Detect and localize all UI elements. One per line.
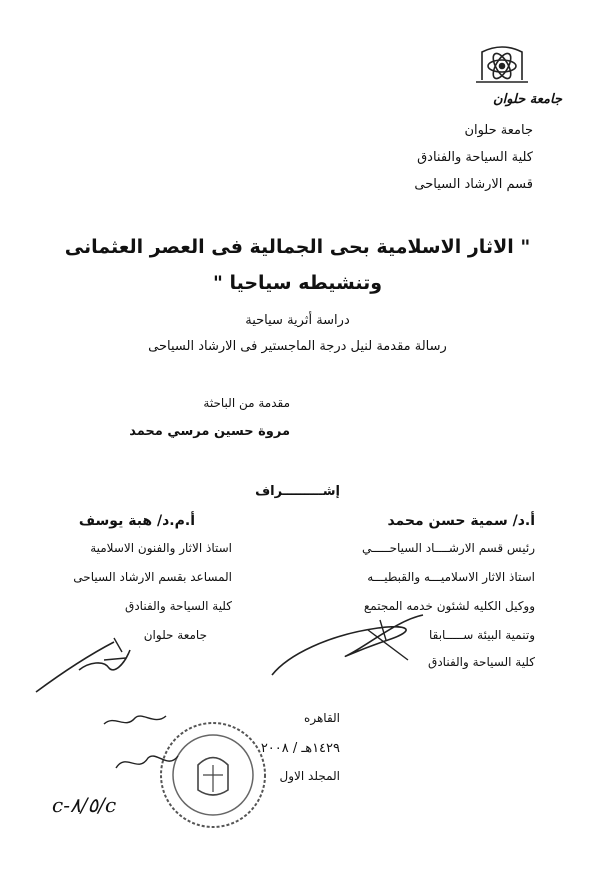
- researcher-name: مروة حسين مرسي محمد: [129, 424, 290, 439]
- handwritten-note-mid: [112, 748, 182, 778]
- presented-by-label: مقدمة من الباحثة: [203, 396, 290, 410]
- faculty-name: كلية السياحة والفنادق: [417, 150, 533, 165]
- supervisor-left-line: كلية السياحة والفنادق: [125, 599, 232, 613]
- supervisor-left-name: أ.م.د/ هبة يوسف: [78, 513, 195, 529]
- thesis-purpose: رسالة مقدمة لنيل درجة الماجستير فى الارشاد السياحى: [148, 339, 447, 354]
- supervisor-left-line: جامعة حلوان: [143, 628, 207, 642]
- supervisor-right-line: استاذ الاثار الاسلاميـــه والقبطيـــه: [367, 570, 535, 584]
- handwritten-date: c-٨/٥/c: [52, 793, 117, 817]
- supervision-heading: إشـــــــــراف: [255, 484, 340, 499]
- supervisor-right-line: رئيس قسم الارشــــاد السياحـــــي: [362, 541, 535, 555]
- university-name: جامعة حلوان: [464, 123, 533, 138]
- supervisor-left-line: المساعد بقسم الارشاد السياحى: [73, 570, 232, 584]
- supervisor-right-name: أ.د/ سمية حسن محمد: [387, 513, 535, 529]
- signature-right: [268, 600, 428, 680]
- study-type: دراسة أثرية سياحية: [245, 313, 350, 328]
- supervisor-right-line: ووكيل الكليه لشئون خدمه المجتمع: [363, 599, 535, 613]
- signature-left: [34, 630, 134, 700]
- logo-caption: جامعة حلوان: [493, 92, 562, 107]
- thesis-title-line2: وتنشيطه سياحيا ": [212, 272, 383, 294]
- supervisor-left-line: استاذ الاثار والفنون الاسلامية: [90, 541, 232, 555]
- department-name: قسم الارشاد السياحى: [414, 177, 533, 192]
- handwritten-note-top: [100, 706, 170, 736]
- thesis-title-line1: " الاثار الاسلامية بحى الجمالية فى العصر العثمانى: [64, 236, 531, 258]
- date: ١٤٢٩هـ / ٢٠٠٨: [260, 741, 340, 756]
- supervisor-right-line: كلية السياحة والفنادق: [428, 655, 535, 669]
- volume: المجلد الاول: [279, 769, 340, 783]
- city: القاهره: [304, 711, 340, 725]
- supervisor-right-line: وتنمية البيئة ســـــابقا: [428, 628, 535, 642]
